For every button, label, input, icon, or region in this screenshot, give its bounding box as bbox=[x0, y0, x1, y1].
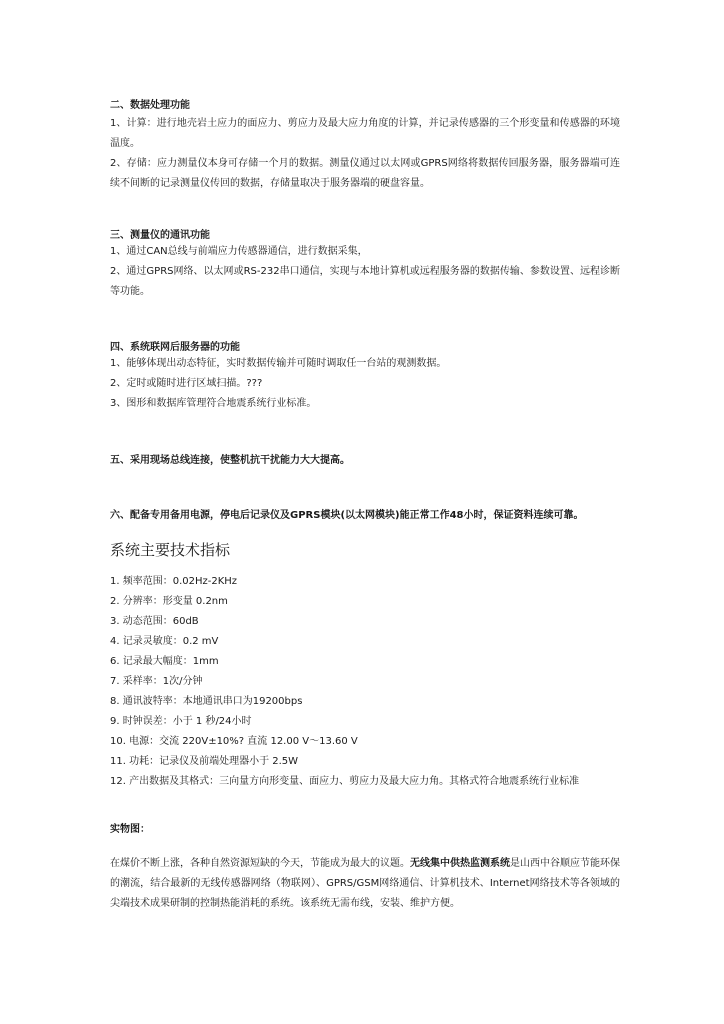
list-item: 1、能够体现出动态特征，实时数据传输并可随时调取任一台站的观测数据。 bbox=[110, 358, 447, 369]
section-heading-data-processing: 二、数据处理功能 bbox=[110, 100, 190, 111]
section-paragraph bbox=[110, 114, 620, 194]
section-paragraph bbox=[110, 354, 620, 414]
spec-item: 7. 采样率：1次/分钟 bbox=[110, 676, 203, 687]
section-heading-communication: 三、测量仪的通讯功能 bbox=[110, 230, 210, 241]
spec-item: 11. 功耗：记录仪及前端处理器小于 2.5W bbox=[110, 756, 299, 767]
specs-list bbox=[110, 572, 620, 792]
intro-paragraph bbox=[110, 854, 620, 914]
section-heading-server-functions: 四、系统联网后服务器的功能 bbox=[110, 342, 240, 353]
list-item: 1、计算：进行地壳岩土应力的面应力、剪应力及最大应力角度的计算，并记录传感器的三个形变量和传感器的环境温度。 bbox=[110, 118, 620, 149]
spec-item: 10. 电源：交流 220V±10%? 直流 12.00 V～13.60 V bbox=[110, 736, 358, 747]
section-paragraph bbox=[110, 242, 620, 302]
spec-item: 8. 通讯波特率：本地通讯串口为19200bps bbox=[110, 696, 303, 707]
paragraph-post: 是山西中谷顺应节能环保的潮流，结合最新的无线传感器网络（物联网）、GPRS/GSM网络通信、计算机技术、Internet网络技术等各领域的尖端技术成果研制的控制热能消耗的系统。该系统无需布线，安装、维护方便。 bbox=[110, 858, 620, 909]
photo-heading: 实物图： bbox=[110, 824, 150, 835]
product-name: 无线集中供热监测系统 bbox=[410, 858, 510, 869]
list-item: 2、通过GPRS网络、以太网或RS-232串口通信，实现与本地计算机或远程服务器的数据传输、参数设置、远程诊断等功能。 bbox=[110, 266, 620, 297]
list-item: 2、存储：应力测量仪本身可存储一个月的数据。测量仪通过以太网或GPRS网络将数据传回服务器，服务器端可连续不间断的记录测量仪传回的数据，存储量取决于服务器端的硬盘容量。 bbox=[110, 158, 620, 189]
paragraph-text bbox=[110, 858, 620, 909]
section-heading-backup-power: 六、配备专用备用电源，停电后记录仪及GPRS模块(以太网模块)能正常工作48小时，保证资料连续可靠。 bbox=[110, 510, 584, 521]
spec-item: 1. 频率范围：0.02Hz-2KHz bbox=[110, 576, 238, 587]
spec-item: 12. 产出数据及其格式：三向量方向形变量、面应力、剪应力及最大应力角。其格式符合地震系统行业标准 bbox=[110, 776, 580, 787]
paragraph-pre: 在煤价不断上涨，各种自然资源短缺的今天，节能成为最大的议题。 bbox=[110, 858, 410, 869]
list-item: 3、图形和数据库管理符合地震系统行业标准。 bbox=[110, 398, 317, 409]
spec-item: 3. 动态范围：60dB bbox=[110, 616, 199, 627]
spec-item: 4. 记录灵敏度：0.2 mV bbox=[110, 636, 219, 647]
spec-item: 2. 分辨率：形变量 0.2nm bbox=[110, 596, 228, 607]
spec-item: 6. 记录最大幅度：1mm bbox=[110, 656, 219, 667]
list-item: 1、通过CAN总线与前端应力传感器通信，进行数据采集， bbox=[110, 246, 368, 257]
specs-title: 系统主要技术指标 bbox=[110, 541, 231, 559]
list-item: 2、定时或随时进行区域扫描。??? bbox=[110, 378, 263, 389]
spec-item: 9. 时钟误差：小于 1 秒/24小时 bbox=[110, 716, 252, 727]
section-heading-fieldbus: 五、采用现场总线连接，使整机抗干扰能力大大提高。 bbox=[110, 455, 350, 466]
